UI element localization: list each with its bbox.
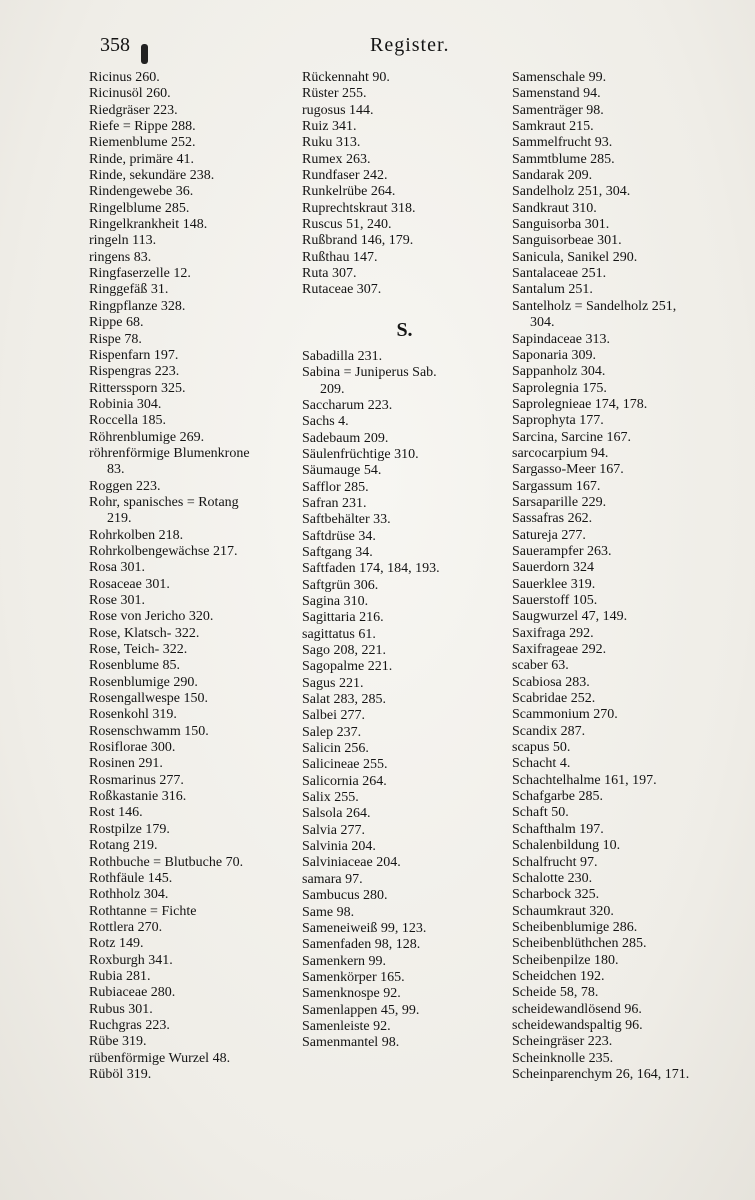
index-entry: Sauerklee 319.: [512, 576, 596, 592]
index-entry: Salvinia 204.: [302, 839, 376, 855]
index-entry: Scammonium 270.: [512, 707, 618, 723]
index-entry: Riemenblume 252.: [89, 135, 196, 151]
index-entry: Saftdrüse 34.: [302, 528, 376, 544]
index-entry: Scabiosa 283.: [512, 674, 590, 690]
index-entry: Sameneiweiß 99, 123.: [302, 920, 427, 936]
index-entry: Rubiaceae 280.: [89, 985, 176, 1001]
index-entry: Scheibenpilze 180.: [512, 952, 619, 968]
index-entry: Schalotte 230.: [512, 870, 593, 886]
index-entry: Ringfaserzelle 12.: [89, 266, 191, 282]
index-entry: Rotang 219.: [89, 838, 158, 854]
index-entry: Schalfrucht 97.: [512, 854, 598, 870]
index-entry: Rottlera 270.: [89, 919, 163, 935]
index-entry: Rotz 149.: [89, 936, 144, 952]
index-entry: Rußthau 147.: [302, 249, 378, 265]
index-entry: Samkraut 215.: [512, 119, 594, 135]
index-entry: Sandkraut 310.: [512, 200, 597, 216]
index-entry: Sagina 310.: [302, 593, 369, 609]
index-entry: Rosa 301.: [89, 560, 145, 576]
index-entry: Rutaceae 307.: [302, 282, 382, 298]
index-entry: Salviniaceae 204.: [302, 855, 401, 871]
index-entry: Sammtblume 285.: [512, 151, 615, 167]
index-entry: Sagopalme 221.: [302, 659, 393, 675]
index-entry: Samenkörper 165.: [302, 969, 405, 985]
index-entry: 209.: [320, 381, 345, 397]
index-entry: Schafgarbe 285.: [512, 789, 603, 805]
index-entry: Rinde, sekundäre 238.: [89, 168, 215, 184]
index-entry: Saccharum 223.: [302, 397, 393, 413]
index-entry: Sauerampfer 263.: [512, 543, 612, 559]
index-entry: Sambucus 280.: [302, 888, 388, 904]
index-entry: Same 98.: [302, 904, 355, 920]
index-entry: Roxburgh 341.: [89, 952, 173, 968]
index-entry: Scharbock 325.: [512, 887, 600, 903]
index-entry: rugosus 144.: [302, 102, 374, 118]
index-entry: Ruscus 51, 240.: [302, 217, 392, 233]
index-entry: Ringelkrankheit 148.: [89, 217, 208, 233]
index-entry: Schaft 50.: [512, 805, 569, 821]
index-entry: Salvia 277.: [302, 822, 365, 838]
index-entry: Rosengallwespe 150.: [89, 691, 208, 707]
index-entry: Santalaceae 251.: [512, 266, 607, 282]
index-entry: Sauerstoff 105.: [512, 593, 598, 608]
index-entry: Saprolegnia 175.: [512, 380, 607, 396]
index-entry: Rose 301.: [89, 593, 145, 608]
index-entry: Scheibenblüthchen 285.: [512, 936, 647, 952]
index-entry: Rüböl 319.: [89, 1066, 152, 1082]
index-entry: Samenschale 99.: [512, 70, 607, 85]
index-entry: Rüster 255.: [302, 86, 367, 102]
index-entry: Samenstand 94.: [512, 86, 601, 102]
index-entry: Sanguisorbeae 301.: [512, 233, 622, 249]
index-column-3: [512, 70, 722, 1083]
index-entry: Rippe 68.: [89, 315, 144, 331]
index-entry: Sarsaparille 229.: [512, 494, 607, 510]
index-column-1: [89, 70, 289, 1083]
index-entry: Sadebaum 209.: [302, 430, 389, 446]
index-entry: Saftgang 34.: [302, 544, 373, 560]
index-entry: Rothfäule 145.: [89, 870, 173, 886]
index-entry: Samenlappen 45, 99.: [302, 1002, 420, 1018]
page-number: 358: [100, 34, 130, 56]
index-entry: Saugwurzel 47, 149.: [512, 609, 628, 625]
index-entry: Ruku 313.: [302, 135, 361, 151]
index-entry: Sargassum 167.: [512, 478, 601, 494]
index-entry: Roccella 185.: [89, 413, 166, 429]
index-entry: röhrenförmige Blumenkrone: [89, 445, 250, 461]
index-entry: Rothtanne = Fichte: [89, 903, 197, 919]
index-entry: Ruprechtskraut 318.: [302, 200, 416, 216]
page-header: [100, 34, 705, 64]
index-entry: Saponaria 309.: [512, 347, 596, 363]
index-entry: Ruchgras 223.: [89, 1017, 170, 1033]
index-entry: Ruiz 341.: [302, 119, 357, 135]
index-entry: scapus 50.: [512, 740, 571, 756]
index-entry: Rußbrand 146, 179.: [302, 233, 414, 249]
index-entry: 83.: [107, 462, 125, 478]
index-entry: Ringelblume 285.: [89, 200, 190, 216]
index-entry: Sanguisorba 301.: [512, 217, 610, 233]
index-entry: Sagus 221.: [302, 675, 364, 691]
section-letter: S.: [396, 318, 413, 341]
index-entry: sarcocarpium 94.: [512, 445, 609, 461]
index-entry: Sanicula, Sanikel 290.: [512, 249, 638, 265]
index-entry: Samenkern 99.: [302, 953, 386, 969]
index-entry: Runkelrübe 264.: [302, 184, 396, 200]
index-entry: Ruta 307.: [302, 266, 357, 282]
index-entry: Rosenkohl 319.: [89, 707, 177, 723]
index-entry: Röhrenblumige 269.: [89, 429, 205, 445]
index-entry: Rispenfarn 197.: [89, 347, 179, 363]
index-entry: Scheidchen 192.: [512, 968, 605, 984]
index-entry: Saxifraga 292.: [512, 625, 594, 641]
index-entry: Salix 255.: [302, 790, 359, 806]
index-entry: Sarcina, Sarcine 167.: [512, 429, 631, 445]
index-entry: Salicornia 264.: [302, 773, 387, 789]
index-entry: Riedgräser 223.: [89, 102, 178, 118]
index-entry: scaber 63.: [512, 658, 569, 674]
index-entry: Rückennaht 90.: [302, 70, 390, 85]
index-entry: Rothholz 304.: [89, 887, 169, 903]
index-entry: Rundfaser 242.: [302, 168, 388, 184]
index-entry: Safran 231.: [302, 495, 367, 511]
index-entry: Rispengras 223.: [89, 364, 180, 380]
index-entry: Scandix 287.: [512, 723, 586, 739]
index-entry: Saxifrageae 292.: [512, 642, 607, 658]
index-entry: Saftbehälter 33.: [302, 512, 391, 528]
index-entry: Rohr, spanisches = Rotang: [89, 494, 239, 510]
index-entry: Rubia 281.: [89, 968, 151, 984]
index-entry: Sandarak 209.: [512, 168, 593, 184]
index-entry: ringeln 113.: [89, 233, 157, 249]
index-entry: Schachtelhalme 161, 197.: [512, 772, 657, 788]
index-entry: Rostpilze 179.: [89, 821, 170, 837]
index-entry: Rothbuche = Blutbuche 70.: [89, 854, 244, 870]
index-entry: Rosaceae 301.: [89, 576, 170, 592]
index-entry: Rohrkolben 218.: [89, 527, 184, 543]
index-entry: Rosenblume 85.: [89, 658, 180, 674]
index-entry: Sagittaria 216.: [302, 610, 384, 626]
index-entry: Sapindaceae 313.: [512, 331, 610, 347]
index-entry: Scheingräser 223.: [512, 1034, 613, 1050]
index-entry: Sammelfrucht 93.: [512, 135, 613, 151]
index-entry: Santelholz = Sandelholz 251,: [512, 298, 677, 314]
index-entry: Säumauge 54.: [302, 463, 382, 479]
index-entry: Ringpflanze 328.: [89, 298, 186, 314]
index-entry: Sago 208, 221.: [302, 643, 386, 658]
index-entry: Saftgrün 306.: [302, 577, 379, 593]
index-entry: Rose, Teich- 322.: [89, 642, 188, 658]
index-entry: Riefe = Rippe 288.: [89, 119, 196, 135]
index-entry: Schaumkraut 320.: [512, 903, 614, 919]
index-entry: Saftfaden 174, 184, 193.: [302, 561, 440, 577]
index-entry: Salat 283, 285.: [302, 692, 386, 708]
index-entry: Rosmarinus 277.: [89, 772, 184, 788]
index-entry: Sappanholz 304.: [512, 364, 606, 380]
index-entry: Rindengewebe 36.: [89, 184, 194, 200]
index-entry: Sargasso-Meer 167.: [512, 462, 624, 478]
index-entry: Roggen 223.: [89, 478, 161, 494]
index-entry: Scheinparenchym 26, 164, 171.: [512, 1066, 690, 1082]
index-entry: Rohrkolbengewächse 217.: [89, 543, 238, 559]
index-entry: Salbei 277.: [302, 708, 365, 724]
index-entry: Säulenfrüchtige 310.: [302, 446, 419, 462]
index-entry: Rosiflorae 300.: [89, 740, 176, 756]
index-entry: Rose von Jericho 320.: [89, 609, 214, 625]
index-column-2: [302, 70, 507, 1052]
index-column-2-s-entries: [302, 349, 507, 1052]
index-entry: ringens 83.: [89, 249, 152, 265]
index-entry: Roßkastanie 316.: [89, 789, 187, 805]
index-entry: Rost 146.: [89, 805, 143, 821]
index-entry: Rübe 319.: [89, 1034, 147, 1050]
index-entry: scheidewandspaltig 96.: [512, 1017, 643, 1033]
index-entry: Scheinknolle 235.: [512, 1050, 614, 1066]
index-entry: Samenmantel 98.: [302, 1035, 400, 1051]
index-column-2-r-entries: [302, 70, 507, 299]
index-entry: Scheide 58, 78.: [512, 985, 599, 1001]
index-entry: Salep 237.: [302, 724, 362, 740]
index-entry: Sauerdorn 324: [512, 560, 595, 576]
index-entry: Schafthalm 197.: [512, 821, 604, 837]
index-entry: Rubus 301.: [89, 1001, 153, 1017]
index-entry: Schacht 4.: [512, 756, 571, 772]
index-entry: Rumex 263.: [302, 151, 371, 167]
index-entry: sagittatus 61.: [302, 626, 376, 642]
index-entry: 304.: [530, 315, 555, 331]
index-entry: Schalenbildung 10.: [512, 838, 621, 854]
index-entry: Samenknospe 92.: [302, 986, 401, 1002]
index-entry: Ritterssporn 325.: [89, 380, 186, 396]
index-entry: 219.: [107, 511, 132, 527]
index-entry: Sassafras 262.: [512, 511, 593, 527]
index-entry: Sabadilla 231.: [302, 348, 383, 364]
index-entry: Sachs 4.: [302, 414, 349, 430]
index-entry: Scheibenblumige 286.: [512, 919, 638, 935]
index-entry: Saprophyta 177.: [512, 413, 604, 429]
index-entry: Santalum 251.: [512, 282, 593, 298]
index-entry: Rosinen 291.: [89, 756, 163, 772]
index-entry: Sabina = Juniperus Sab.: [302, 365, 437, 381]
index-entry: Samenleiste 92.: [302, 1018, 391, 1034]
index-entry: rübenförmige Wurzel 48.: [89, 1050, 231, 1066]
index-entry: Safflor 285.: [302, 479, 369, 495]
index-entry: Rose, Klatsch- 322.: [89, 625, 200, 641]
index-entry: Ringgefäß 31.: [89, 282, 169, 298]
index-entry: Satureja 277.: [512, 527, 586, 543]
index-entry: Rosenschwamm 150.: [89, 723, 209, 739]
index-entry: Salicin 256.: [302, 741, 369, 757]
index-entry: Ricinus 260.: [89, 70, 160, 85]
index-entry: Sandelholz 251, 304.: [512, 184, 631, 200]
index-entry: Saprolegnieae 174, 178.: [512, 396, 648, 412]
index-entry: scheidewandlösend 96.: [512, 1001, 642, 1017]
index-entry: Salsola 264.: [302, 806, 371, 822]
index-entry: Rispe 78.: [89, 331, 142, 347]
index-entry: Rosenblumige 290.: [89, 674, 198, 690]
index-entry: Samenfaden 98, 128.: [302, 937, 421, 953]
index-entry: Salicineae 255.: [302, 757, 388, 773]
index-entry: Samenträger 98.: [512, 102, 604, 118]
index-entry: Scabridae 252.: [512, 691, 596, 707]
page-title: Register.: [370, 34, 450, 56]
index-entry: Ricinusöl 260.: [89, 86, 171, 102]
index-entry: Robinia 304.: [89, 396, 162, 412]
index-entry: samara 97.: [302, 871, 363, 887]
index-entry: Rinde, primäre 41.: [89, 151, 194, 167]
